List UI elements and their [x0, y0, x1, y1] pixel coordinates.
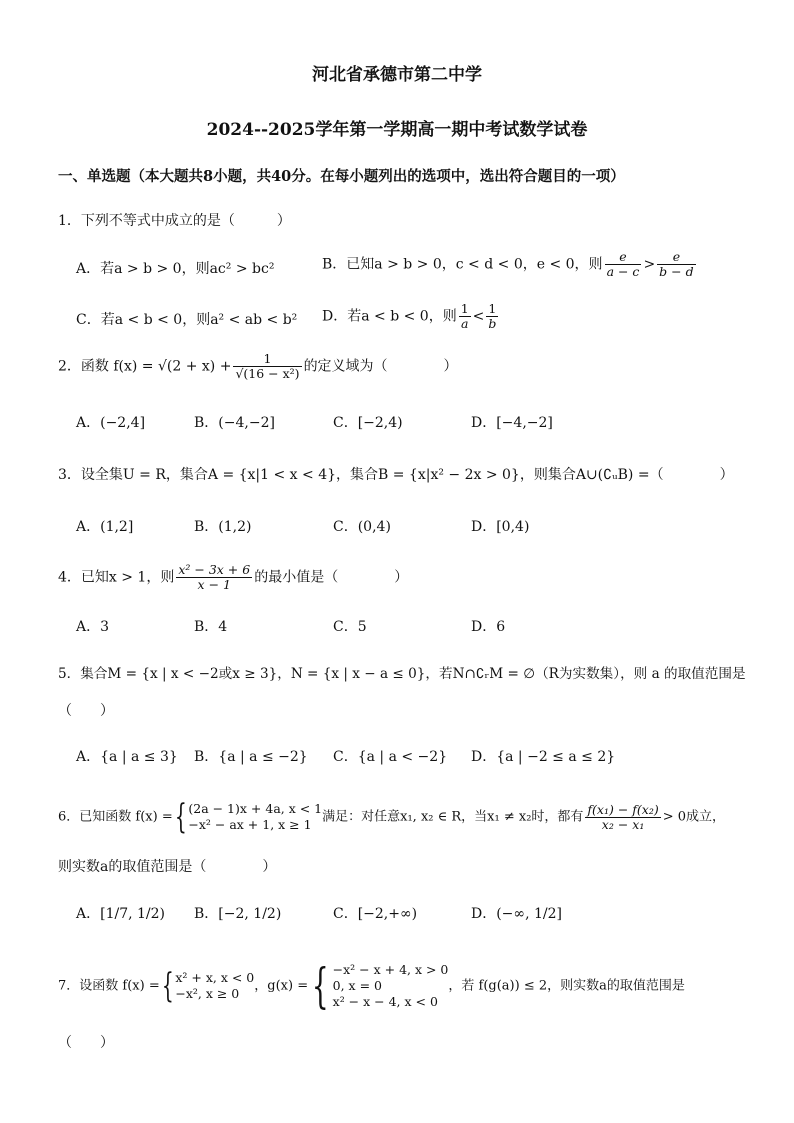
- question-2-stem: 2．函数 f(x) = √(2 + x) + $\frac{1}{\text{√(16 − x²)}}$ 的定义域为（ ）: [58, 351, 458, 381]
- q1-option-d: D．若a < b < 0，则 $\frac{1}{a}$ < $\frac{1}{b}$: [322, 301, 497, 331]
- q7-f-brace: {: [161, 966, 174, 1006]
- q6-option-c: C．[−2,+∞): [333, 906, 418, 922]
- q1-b-frac2: $\frac{e}{b - d}$: [659, 249, 694, 279]
- q5-answer-paren: （ ）: [58, 703, 114, 719]
- q5-option-c: C．{a | a < −2}: [333, 749, 448, 765]
- q3-option-a: A．(1,2]: [76, 519, 134, 535]
- q1-d-frac1: $\frac{1}{a}$: [460, 301, 469, 331]
- q3-option-c: C．(0,4): [333, 519, 391, 535]
- q6-option-a: A．[1/7, 1/2): [76, 906, 166, 922]
- q4-option-c: C．5: [333, 619, 367, 635]
- q1-option-a: A．若a > b > 0，则ac² > bc²: [76, 261, 275, 277]
- q3-option-b: B．(1,2): [194, 519, 252, 535]
- question-3-stem: 3．设全集U = R，集合A = {x|1 < x < 4}，集合B = {x|x² − 2x > 0}，则集合A∪(∁ᵤB) =（ ）: [58, 467, 734, 483]
- question-6-stem: 6．已知函数 f(x) ={ (2a − 1)x + 4a, x < 1 −x² − ax + 1, x ≥ 1 满足：对任意x₁, x₂ ∈ R，当x₁ ≠ x₂时，都有 $\frac{\text{f(x₁) − f(x₂)}}{\text{x₂ − x₁}}$ > 0成立，: [58, 797, 726, 837]
- q4-frac: $\frac{\text{x² − 3x + 6}}{x - 1}$: [178, 562, 251, 592]
- q6-brace: {: [174, 797, 187, 837]
- q1-option-c: C．若a < b < 0，则a² < ab < b²: [76, 312, 298, 328]
- q2-option-c: C．[−2,4): [333, 415, 403, 431]
- q7-g-brace: {: [311, 958, 329, 1014]
- q1-d-frac2: $\frac{1}{b}$: [488, 301, 497, 331]
- school-title: 河北省承德市第二中学: [312, 65, 482, 85]
- q2-option-a: A．(−2,4]: [76, 415, 146, 431]
- q7-f-cases: x² + x, x < 0 −x², x ≥ 0: [175, 970, 255, 1001]
- question-4-stem: 4．已知x > 1，则 $\frac{\text{x² − 3x + 6}}{x - 1}$ 的最小值是（ ）: [58, 562, 409, 592]
- question-5-stem: 5．集合M = {x | x < −2或x ≥ 3}，N = {x | x − a ≤ 0}，若N∩∁ᵣM = ∅（R为实数集），则 a 的取值范围是: [58, 666, 746, 682]
- q6-line2: 则实数a的取值范围是（ ）: [58, 859, 277, 875]
- q2-frac: $\frac{1}{\text{√(16 − x²)}}$: [235, 351, 300, 381]
- q6-cases: (2a − 1)x + 4a, x < 1 −x² − ax + 1, x ≥ 1: [188, 801, 323, 832]
- q5-option-d: D．{a | −2 ≤ a ≤ 2}: [471, 749, 616, 765]
- q2-option-d: D．[−4,−2]: [471, 415, 553, 431]
- q4-option-a: A．3: [76, 619, 110, 635]
- section-heading: 一、单选题（本大题共8小题，共40分。在每小题列出的选项中，选出符合题目的一项）: [58, 168, 625, 185]
- q4-option-b: B．4: [194, 619, 228, 635]
- q6-option-b: B．[−2, 1/2): [194, 906, 282, 922]
- question-1-stem: 1．下列不等式中成立的是（ ）: [58, 213, 291, 229]
- q5-option-a: A．{a | a ≤ 3}: [76, 749, 178, 765]
- q5-option-b: B．{a | a ≤ −2}: [194, 749, 308, 765]
- q4-option-d: D．6: [471, 619, 506, 635]
- q7-answer-paren: （ ）: [58, 1035, 114, 1051]
- q1-option-b: B．已知a > b > 0，c < d < 0，e < 0，则 $\frac{e}{a - c}$ > $\frac{e}{b - d}$: [322, 249, 694, 279]
- q6-option-d: D．(−∞, 1/2]: [471, 906, 562, 922]
- question-7-stem: 7．设函数 f(x) ={ x² + x, x < 0 −x², x ≥ 0 ，g(x) ={ −x² − x + 4, x > 0 0, x = 0 x² − x − 4, x < 0 ，若 f(g(a)) ≤ 2，则实数a的取值范围是: [58, 958, 685, 1014]
- q7-g-cases: −x² − x + 4, x > 0 0, x = 0 x² − x − 4, x < 0: [332, 962, 449, 1009]
- q1-b-text: B．已知a > b > 0，c < d < 0，e < 0，则: [322, 256, 603, 273]
- q6-frac: $\frac{\text{f(x₁) − f(x₂)}}{\text{x₂ − x₁}}$: [587, 801, 659, 832]
- exam-title: 2024--2025学年第一学期高一期中考试数学试卷: [206, 120, 588, 140]
- q3-option-d: D．[0,4): [471, 519, 530, 535]
- q2-option-b: B．(−4,−2]: [194, 415, 275, 431]
- q1-b-frac1: $\frac{e}{a - c}$: [606, 249, 640, 279]
